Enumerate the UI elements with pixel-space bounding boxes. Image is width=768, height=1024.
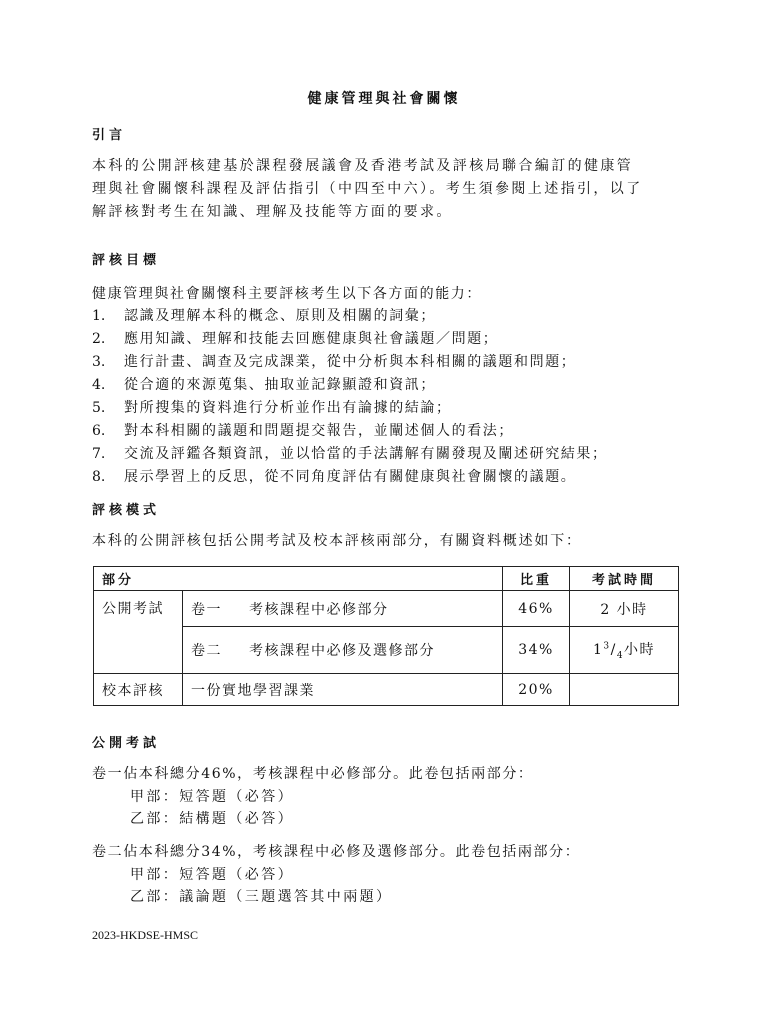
list-item-text: 對本科相關的議題和問題提交報告，並闡述個人的看法； — [124, 423, 514, 439]
paper1-time: 2 小時 — [570, 591, 679, 627]
list-item — [92, 466, 712, 489]
list-item — [92, 351, 712, 374]
mode-lead: 本科的公開評核包括公開考試及校本評核兩部分，有關資料概述如下： — [92, 533, 582, 549]
mode-heading: 評核模式 — [92, 503, 161, 518]
list-item-number: 8. — [92, 469, 106, 485]
objectives-list — [92, 305, 712, 489]
intro-heading: 引言 — [92, 128, 127, 143]
list-item-text: 應用知識、理解和技能去回應健康與社會議題／問題； — [124, 331, 499, 347]
paper2-time — [570, 627, 679, 674]
list-item-number: 2. — [92, 331, 106, 347]
paper1-desc: 考核課程中必修部分 — [249, 601, 389, 618]
list-item — [92, 305, 712, 328]
paper2-code: 卷二 — [191, 643, 222, 659]
list-item-number: 7. — [92, 446, 106, 462]
paper1-weight: 46% — [503, 591, 570, 627]
paper2-time-denominator: 4 — [616, 650, 625, 661]
list-item-number: 4. — [92, 377, 106, 393]
sba-desc: 一份實地學習課業 — [183, 674, 503, 706]
sba-label: 校本評核 — [94, 674, 183, 706]
header-weight: 比重 — [503, 567, 570, 591]
list-item-number: 6. — [92, 423, 106, 439]
list-item — [92, 374, 712, 397]
paper2-time-whole: 1 — [592, 642, 604, 659]
paper2-time-numerator: 3 — [603, 641, 611, 652]
list-item-number: 5. — [92, 400, 106, 416]
table-row — [94, 674, 679, 706]
list-item-text: 進行計畫、調查及完成課業，從中分析與本科相關的議題和問題； — [124, 354, 577, 370]
table-row — [94, 591, 679, 627]
list-item-text: 對所搜集的資料進行分析並作出有論據的結論； — [124, 400, 452, 416]
table-header-row — [94, 567, 679, 591]
sba-time — [570, 674, 679, 706]
list-item — [92, 328, 712, 351]
list-item-number: 3. — [92, 354, 106, 370]
page-title: 健康管理與社會關懷 — [307, 91, 461, 107]
list-item — [92, 420, 712, 443]
intro-line: 解評核對考生在知識、理解及技能等方面的要求。 — [92, 204, 453, 220]
list-item-text: 從合適的來源蒐集、抽取並記錄顯證和資訊； — [124, 377, 436, 393]
sba-weight: 20% — [503, 674, 570, 706]
public-exam-heading: 公開考試 — [92, 736, 161, 751]
list-item — [92, 397, 712, 420]
paper2-cell — [183, 627, 503, 674]
public-exam-cell: 公開考試 — [94, 591, 183, 674]
intro-line: 本科的公開評核建基於課程發展議會及香港考試及評核局聯合編訂的健康管 — [92, 158, 634, 174]
intro-line: 理與社會關懷科課程及評估指引（中四至中六）。考生須參閱上述指引，以了 — [92, 181, 643, 197]
list-item-number: 1. — [92, 308, 106, 324]
intro-paragraph — [92, 155, 692, 224]
paper1-code: 卷一 — [191, 601, 222, 618]
paper2-section-b: 乙部：議論題（三題選答其中兩題） — [130, 889, 393, 905]
paper1-cell — [183, 591, 503, 627]
objectives-lead: 健康管理與社會關懷科主要評核考生以下各方面的能力： — [92, 286, 482, 302]
paper2-time-fraction: $1^3/_4$ — [592, 641, 625, 661]
list-item — [92, 443, 712, 466]
paper2-section-a: 甲部：短答題（必答） — [130, 867, 294, 883]
list-item-text: 認識及理解本科的概念、原則及相關的詞彙； — [124, 308, 436, 324]
footer-code: 2023-HKDSE-HMSC — [92, 928, 199, 942]
paper2-summary: 卷二佔本科總分34%，考核課程中必修及選修部分。此卷包括兩部分： — [92, 844, 581, 860]
paper2-time-unit: 小時 — [624, 642, 656, 659]
paper1-section-a: 甲部：短答題（必答） — [130, 789, 294, 805]
assessment-table — [93, 566, 679, 706]
paper2-desc: 考核課程中必修及選修部分 — [249, 643, 435, 659]
list-item-text: 展示學習上的反思，從不同角度評估有關健康與社會關懷的議題。 — [124, 469, 577, 485]
list-item-text: 交流及評鑑各類資訊，並以恰當的手法講解有關發現及闡述研究結果； — [124, 446, 608, 462]
paper1-section-b: 乙部：結構題（必答） — [130, 811, 294, 827]
header-part: 部分 — [94, 567, 503, 591]
objectives-heading: 評核目標 — [92, 253, 161, 268]
paper1-summary: 卷一佔本科總分46%，考核課程中必修部分。此卷包括兩部分： — [92, 766, 534, 782]
paper2-weight: 34% — [503, 627, 570, 674]
header-time: 考試時間 — [570, 567, 679, 591]
